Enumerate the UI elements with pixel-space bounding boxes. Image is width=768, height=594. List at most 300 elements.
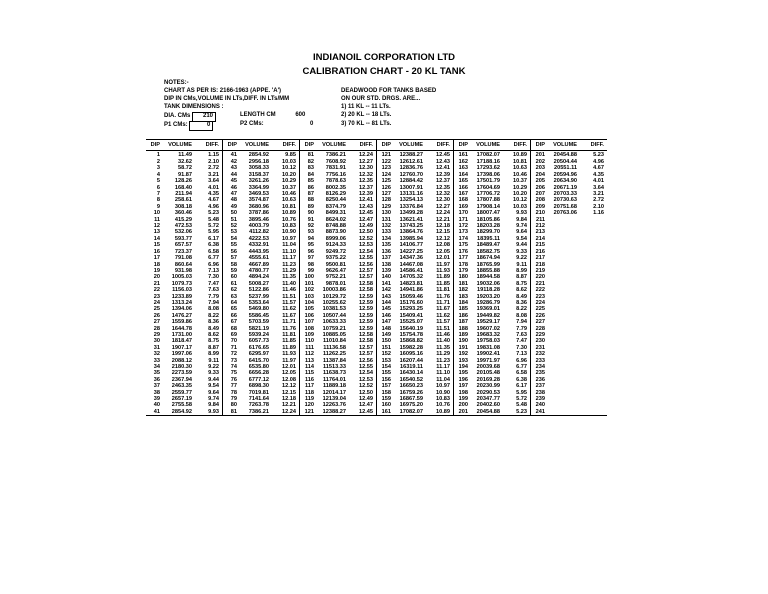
volume-cell: 18855.88 [476, 267, 500, 274]
diff-cell: 11.23 [436, 357, 450, 364]
dip-cell: 66 [223, 313, 240, 319]
diff-cell: 12.15 [282, 389, 296, 396]
diff-cell: 12.35 [359, 178, 373, 185]
dip-cell: 77 [223, 383, 240, 389]
diff-cell: 5.72 [516, 396, 527, 403]
dip-cell: 132 [377, 223, 394, 229]
dip-cell: 183 [454, 294, 471, 300]
diff-cell: 12.08 [282, 376, 296, 383]
volume-cell: 10003.86 [322, 287, 346, 294]
diff-cell: 11.97 [282, 357, 296, 364]
diff-cell: 12.53 [359, 376, 373, 383]
diff-cell: 12.24 [272, 409, 300, 416]
dip-cell: 88 [300, 197, 317, 203]
diff-cell: 10.03 [282, 159, 296, 165]
dip-cell: 222 [531, 287, 548, 293]
dip-cell: 174 [454, 236, 471, 242]
diff-cell: 12.59 [359, 312, 373, 319]
diff-cell: 3.21 [593, 191, 604, 198]
diff-cell: 12.24 [436, 210, 450, 217]
diff-cell: 11.29 [282, 267, 296, 274]
volume-cell: 19902.41 [476, 351, 500, 358]
volume-cell: 4003.79 [248, 223, 269, 230]
volume-cell: 20230.99 [476, 383, 500, 390]
volume-cell: 3895.46 [248, 216, 269, 223]
dip-cell: 5 [156, 178, 160, 185]
diff-cell: 3.64 [208, 178, 219, 185]
volume-cell: 5586.45 [248, 312, 269, 319]
volume-cell: 11513.33 [322, 364, 346, 370]
volume-cell: 1394.06 [171, 306, 192, 313]
volume-cell: 20290.53 [476, 389, 500, 396]
volume-cell: 657.57 [174, 242, 192, 249]
dip-cell: 161 [377, 409, 394, 416]
p1-value: 0 [189, 121, 213, 131]
volume-cell: 17908.14 [476, 203, 500, 210]
p1-row [164, 121, 213, 131]
volume-cell: 15176.60 [399, 299, 423, 306]
volume-cell: 5122.86 [248, 287, 269, 294]
diff-cell: 12.56 [359, 261, 373, 268]
diff-cell: 8.36 [516, 299, 527, 306]
volume-cell: 4667.89 [248, 261, 269, 268]
dip-cell: 201 [454, 409, 471, 416]
volume-cell: 1818.47 [171, 338, 192, 345]
volume-cell: 1233.89 [171, 293, 192, 300]
volume-cell: 1644.78 [171, 325, 192, 332]
dip-cell: 134 [377, 236, 394, 242]
diff-cell: 10.46 [513, 171, 527, 178]
volume-cell: 8374.79 [325, 203, 346, 210]
dip-cell: 33 [153, 357, 160, 364]
volume-cell: 10885.05 [322, 331, 346, 338]
volume-cell: 6057.73 [248, 338, 269, 345]
dip-cell: 230 [531, 338, 548, 344]
volume-cell: 17807.88 [476, 197, 500, 204]
diff-cell: 11.40 [436, 338, 450, 345]
diff-cell: 2.10 [208, 159, 219, 165]
volume-cell: 15525.07 [399, 319, 423, 326]
dip-cell: 198 [454, 390, 471, 396]
dip-cell: 9 [156, 203, 160, 210]
volume-cell: 15293.25 [399, 306, 423, 313]
volume-cell: 6777.12 [248, 376, 269, 383]
dip-cell: 111 [300, 345, 317, 351]
diff-cell: 6.38 [516, 376, 527, 383]
length-value: 600 [295, 112, 306, 118]
dip-cell: 193 [454, 358, 471, 364]
dip-cell: 192 [454, 351, 471, 357]
volume-cell: 8499.31 [325, 210, 346, 217]
dip-cell: 3 [156, 165, 160, 172]
diff-cell: 11.51 [436, 325, 450, 332]
diff-cell: 7.30 [208, 274, 219, 281]
dip-cell: 93 [300, 229, 317, 235]
volume-cell: 14347.36 [399, 255, 423, 262]
dip-cell: 209 [531, 204, 548, 210]
diff-cell: 11.35 [436, 344, 450, 351]
diff-cell: 8.22 [516, 306, 527, 313]
dip-cell: 69 [223, 332, 240, 338]
col-header-diff: DIFF. [195, 140, 223, 151]
diff-cell: 7.47 [516, 338, 527, 345]
dip-cell: 23 [153, 293, 160, 300]
volume-cell: 2559.77 [171, 389, 192, 396]
volume-cell: 12139.04 [322, 396, 346, 403]
diff-cell: 11.67 [282, 312, 296, 319]
dip-cell: 213 [531, 229, 548, 235]
volume-cell: 13985.94 [399, 235, 423, 242]
dip-cell: 205 [531, 178, 548, 184]
dip-cell: 190 [454, 338, 471, 344]
dip-cell: 195 [454, 370, 471, 376]
dip-cell: 194 [454, 364, 471, 370]
diff-cell: 11.85 [436, 280, 450, 287]
volume-cell: 7019.81 [248, 389, 269, 396]
dip-cell: 188 [454, 326, 471, 332]
dip-cell: 196 [454, 377, 471, 383]
volume-cell: 7608.92 [325, 159, 346, 165]
diff-cell: 12.15 [436, 229, 450, 236]
dip-cell: 41 [223, 151, 240, 160]
diff-cell: 12.55 [359, 364, 373, 370]
dip-cell: 61 [223, 281, 240, 287]
dip-cell: 20 [153, 274, 160, 281]
volume-cell: 415.29 [174, 216, 192, 223]
volume-cell: 7878.63 [325, 178, 346, 185]
diff-cell: 8.62 [208, 331, 219, 338]
diff-cell: 11.23 [282, 261, 296, 268]
dip-cell: 25 [153, 306, 160, 313]
dip-cell: 92 [300, 223, 317, 229]
volume-cell: 19449.82 [476, 312, 500, 319]
diff-cell: 12.52 [359, 235, 373, 242]
diff-cell: 7.63 [516, 331, 527, 338]
dip-cell: 135 [377, 242, 394, 248]
notes-heading: NOTES:- [164, 80, 189, 86]
dip-cell: 82 [300, 159, 317, 165]
col-header-volume: VOLUME [547, 140, 580, 151]
diff-cell: 9.33 [516, 248, 527, 255]
dip-cell: 71 [223, 345, 240, 351]
volume-cell: 18203.28 [476, 223, 500, 230]
volume-cell: 11.49 [162, 151, 195, 160]
dip-cell: 7 [156, 191, 160, 198]
col-header-dip: DIP [531, 140, 548, 151]
diff-cell: 10.83 [436, 396, 450, 403]
dip-cell: 91 [300, 217, 317, 223]
diff-cell: 12.18 [436, 223, 450, 230]
dip-cell: 38 [153, 389, 160, 396]
diff-cell: 10.90 [436, 389, 450, 396]
dip-cell: 67 [223, 319, 240, 325]
dip-cell: 126 [377, 185, 394, 191]
diff-cell: 12.54 [359, 248, 373, 255]
dip-cell: 155 [377, 370, 394, 376]
volume-cell: 2367.94 [171, 376, 192, 383]
volume-cell: 15059.46 [399, 293, 423, 300]
dip-cell: 223 [531, 294, 548, 300]
volume-cell: 2180.30 [171, 364, 192, 370]
dip-cell: 147 [377, 319, 394, 325]
diff-cell: 5.95 [516, 389, 527, 396]
dip-cell: 76 [223, 377, 240, 383]
diff-cell: 11.40 [282, 280, 296, 287]
volume-cell: 18674.94 [476, 255, 500, 262]
col-header-volume: VOLUME [239, 140, 272, 151]
volume-cell: 128.26 [174, 178, 192, 185]
dip-cell: 6 [156, 184, 160, 191]
p2-label: P2 CMs: [240, 121, 264, 127]
diff-cell: 12.53 [359, 242, 373, 249]
dip-cell: 227 [531, 319, 548, 325]
volume-cell: 360.46 [174, 210, 192, 217]
dip-cell: 129 [377, 204, 394, 210]
dip-cell: 22 [153, 287, 160, 294]
dip-cell: 45 [223, 178, 240, 184]
volume-cell: 2956.18 [248, 159, 269, 165]
diff-cell: 11.29 [436, 351, 450, 358]
volume-cell: 11764.01 [322, 376, 346, 383]
volume-cell: 19529.17 [476, 319, 500, 326]
dip-cell: 157 [377, 383, 394, 389]
diff-cell: 12.12 [282, 383, 296, 390]
volume-cell: 10255.62 [322, 299, 346, 306]
col-header-dip: DIP [377, 140, 394, 151]
diff-cell: 8.08 [208, 306, 219, 313]
volume-cell: 17604.69 [476, 184, 500, 191]
dip-cell: 212 [531, 223, 548, 229]
volume-cell: 2755.58 [171, 402, 192, 409]
col-header-volume: VOLUME [470, 140, 503, 151]
dip-cell: 208 [531, 197, 548, 203]
col-header-volume: VOLUME [162, 140, 195, 151]
dip-cell: 74 [223, 364, 240, 370]
volume-cell: 11262.25 [322, 351, 346, 358]
company-title: INDIANOIL CORPORATION LTD [313, 52, 455, 63]
volume-cell: 10759.21 [322, 325, 346, 332]
dip-cell: 73 [223, 358, 240, 364]
volume-cell: 2463.35 [171, 383, 192, 390]
dip-cell: 59 [223, 268, 240, 274]
diff-cell: 10.20 [282, 171, 296, 178]
calibration-table [146, 139, 607, 416]
diff-cell: 9.85 [272, 151, 300, 160]
volume-cell: 19831.08 [476, 344, 500, 351]
dip-cell: 105 [300, 306, 317, 312]
dip-cell: 15 [153, 242, 160, 249]
volume-cell: 5237.99 [248, 293, 269, 300]
deadwood-item-70kl: 3) 70 KL -- 81 LTs. [341, 121, 392, 127]
diff-cell: 4.67 [208, 197, 219, 204]
diff-cell: 11.97 [436, 261, 450, 268]
volume-cell: 9375.22 [325, 255, 346, 262]
dip-cell: 201 [531, 151, 548, 160]
diff-cell: 9.84 [208, 402, 219, 409]
diff-cell: 11.89 [282, 344, 296, 351]
diff-cell: 12.58 [359, 331, 373, 338]
dip-cell: 28 [153, 325, 160, 332]
dip-cell: 10 [153, 210, 160, 217]
diff-cell: 12.45 [359, 210, 373, 217]
dip-cell: 97 [300, 255, 317, 261]
diff-cell: 12.43 [436, 159, 450, 165]
diff-cell: 7.79 [516, 325, 527, 332]
dip-cell: 153 [377, 358, 394, 364]
dip-cell: 121 [377, 151, 394, 160]
dip-cell: 4 [156, 171, 160, 178]
diff-cell: 10.12 [513, 197, 527, 204]
diff-cell: 11.81 [436, 287, 450, 294]
volume-cell: 13007.91 [399, 184, 423, 191]
dip-cell: 161 [454, 151, 471, 160]
dip-cell: 238 [531, 390, 548, 396]
dip-cell: 21 [153, 280, 160, 287]
volume-cell: 2657.19 [171, 396, 192, 403]
p2-value: 0 [310, 121, 314, 127]
diff-cell: 12.35 [436, 184, 450, 191]
diff-cell: 12.24 [349, 151, 377, 160]
volume-cell: 14467.08 [399, 261, 423, 268]
dip-cell: 149 [377, 332, 394, 338]
diff-cell: 12.21 [282, 402, 296, 409]
dip-cell: 206 [531, 185, 548, 191]
volume-cell: 12612.61 [399, 159, 423, 165]
diff-cell: 7.13 [208, 267, 219, 274]
volume-cell: 5939.24 [248, 331, 269, 338]
dip-cell: 163 [454, 165, 471, 171]
diff-cell: 12.37 [436, 178, 450, 185]
diff-cell: 12.32 [359, 171, 373, 178]
dip-cell: 16 [153, 248, 160, 255]
volume-cell: 14106.77 [399, 242, 423, 249]
volume-cell: 1079.73 [171, 280, 192, 287]
dip-cell: 11 [154, 216, 160, 223]
volume-cell: 18105.86 [476, 216, 500, 223]
dip-cell: 89 [300, 204, 317, 210]
volume-cell: 17188.16 [476, 159, 500, 165]
volume-cell: 4780.77 [248, 267, 269, 274]
volume-cell: 14705.32 [399, 274, 423, 281]
p1-label: P1 CMs: [164, 122, 188, 128]
dip-cell: 130 [377, 210, 394, 216]
dip-cell: 200 [454, 402, 471, 408]
dip-cell: 115 [300, 370, 317, 376]
dip-cell: 103 [300, 294, 317, 300]
dip-cell: 18 [153, 261, 160, 268]
diff-cell: 12.58 [359, 280, 373, 287]
diff-cell: 8.36 [208, 319, 219, 326]
dip-cell: 122 [377, 159, 394, 165]
diff-cell: 11.57 [436, 319, 450, 326]
diff-cell: 9.11 [516, 261, 527, 268]
volume-cell: 3364.99 [248, 184, 269, 191]
volume-cell: 11638.73 [322, 370, 346, 377]
dip-cell: 140 [377, 274, 394, 280]
dip-cell: 182 [454, 287, 471, 293]
dip-cell: 64 [223, 300, 240, 306]
volume-cell: 20105.48 [476, 370, 500, 377]
volume-cell: 13864.76 [399, 229, 423, 236]
volume-cell: 3574.87 [248, 197, 269, 204]
volume-cell: 168.40 [174, 184, 192, 191]
volume-cell: 14823.81 [399, 280, 423, 287]
volume-cell: 3469.53 [248, 191, 269, 198]
dip-cell: 156 [377, 377, 394, 383]
diff-cell: 10.89 [426, 409, 454, 416]
dip-cell: 72 [223, 351, 240, 357]
dip-cell: 145 [377, 306, 394, 312]
diff-cell: 11.04 [436, 376, 450, 383]
volume-cell: 19032.06 [476, 280, 500, 287]
diff-cell: 12.47 [359, 402, 373, 409]
volume-cell: 20169.28 [476, 376, 500, 383]
volume-cell: 19369.01 [476, 306, 500, 313]
volume-cell: 5008.27 [248, 280, 269, 287]
volume-cell: 17293.62 [476, 165, 500, 172]
volume-cell: 2273.59 [171, 370, 192, 377]
dip-cell: 49 [223, 204, 240, 210]
dip-cell: 237 [531, 383, 548, 389]
diff-cell: 5.72 [208, 223, 219, 230]
diff-cell: 12.59 [359, 299, 373, 306]
volume-cell: 1313.24 [171, 299, 192, 306]
dip-cell: 90 [300, 210, 317, 216]
diff-cell: 8.87 [208, 344, 219, 351]
volume-cell: 16207.44 [399, 357, 423, 364]
diff-cell: 5.48 [516, 402, 527, 409]
dip-cell: 43 [223, 165, 240, 171]
diff-cell: 11.76 [282, 325, 296, 332]
dip-cell: 13 [153, 229, 160, 236]
dip-cell: 65 [223, 306, 240, 312]
volume-cell: 20763.06 [553, 210, 577, 217]
col-header-dip: DIP [300, 140, 317, 151]
dip-cell: 121 [300, 409, 317, 416]
dip-cell: 225 [531, 306, 548, 312]
volume-cell: 3680.96 [248, 203, 269, 210]
volume-cell: 16975.20 [399, 402, 423, 409]
volume-cell: 4222.53 [248, 235, 269, 242]
volume-cell: 32.62 [178, 159, 192, 165]
diff-cell: 9.64 [208, 389, 219, 396]
dip-cell: 50 [223, 210, 240, 216]
diff-cell: 12.41 [359, 197, 373, 204]
volume-cell: 18299.70 [476, 229, 500, 236]
diff-cell: 6.17 [208, 235, 219, 242]
diff-cell: 12.55 [359, 255, 373, 262]
diff-cell: 12.52 [359, 383, 373, 390]
diff-cell: 5.23 [580, 151, 607, 160]
dip-cell: 158 [377, 390, 394, 396]
diff-cell: 12.45 [426, 151, 454, 160]
volume-cell: 14941.86 [399, 287, 423, 294]
volume-cell: 1559.86 [171, 319, 192, 326]
diff-cell: 7.13 [516, 351, 527, 358]
diff-cell: 2.72 [208, 165, 219, 172]
volume-cell: 2088.12 [171, 357, 192, 364]
dip-cell: 17 [153, 255, 160, 262]
diff-cell: 11.10 [436, 370, 450, 377]
volume-cell: 13131.16 [399, 191, 423, 198]
dip-cell: 204 [531, 172, 548, 178]
dip-cell: 84 [300, 172, 317, 178]
dip-cell: 119 [300, 396, 317, 402]
volume-cell: 20703.33 [553, 191, 577, 198]
diff-cell: 4.96 [208, 203, 219, 210]
dip-cell: 185 [454, 306, 471, 312]
diff-cell: 9.84 [516, 216, 527, 223]
